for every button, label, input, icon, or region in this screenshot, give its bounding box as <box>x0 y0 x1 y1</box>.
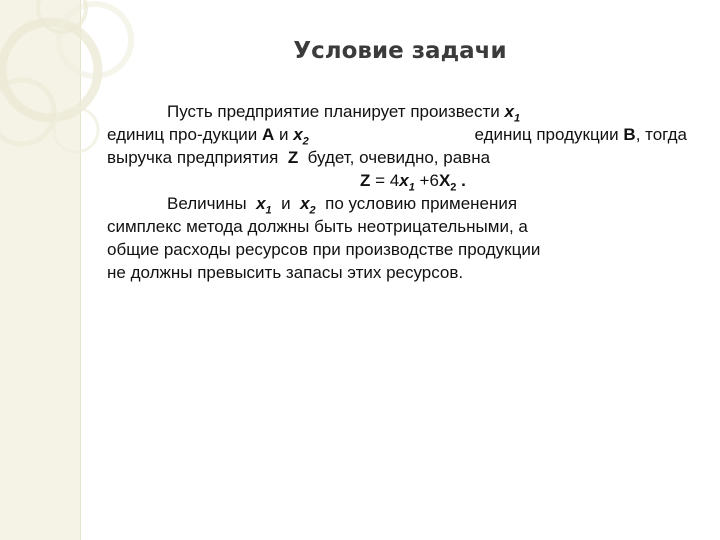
product-b: В <box>623 125 636 144</box>
var-x1: $x_1$ <box>504 102 521 125</box>
var-x1: $x_1$ <box>256 194 272 217</box>
var-z: Z <box>287 148 299 167</box>
paragraph1-line1 <box>107 100 687 123</box>
var-x2: $x_2$ <box>300 194 316 217</box>
paragraph2-line3: общие расходы ресурсов при производстве продукции <box>107 240 541 259</box>
paragraph2-line2: симплекс метода должны быть неотрицательными, а <box>107 217 528 236</box>
slide-title: Условие задачи <box>293 38 507 64</box>
p1-text: единиц про-дукции А и $x_2$ <box>107 125 309 148</box>
var-x2: $x_2$ <box>293 125 309 148</box>
p1-text: Пусть предприятие планирует произвести <box>167 102 500 121</box>
paragraph1-line3: выручка предприятия Z будет, очевидно, равна <box>107 148 491 167</box>
paragraph2-line1: Величины $x_1$ и $x_2$ по условию применения <box>167 194 518 217</box>
paragraph2-line4: не должны превысить запасы этих ресурсов. <box>107 263 464 282</box>
p1-text: единиц продукции В, тогда <box>474 125 687 144</box>
revenue-formula: $Z = 4x_1 +6X_2$ . <box>360 171 466 194</box>
paragraph1-line2 <box>107 123 687 146</box>
product-a: А <box>261 125 275 144</box>
body-text <box>107 100 687 284</box>
